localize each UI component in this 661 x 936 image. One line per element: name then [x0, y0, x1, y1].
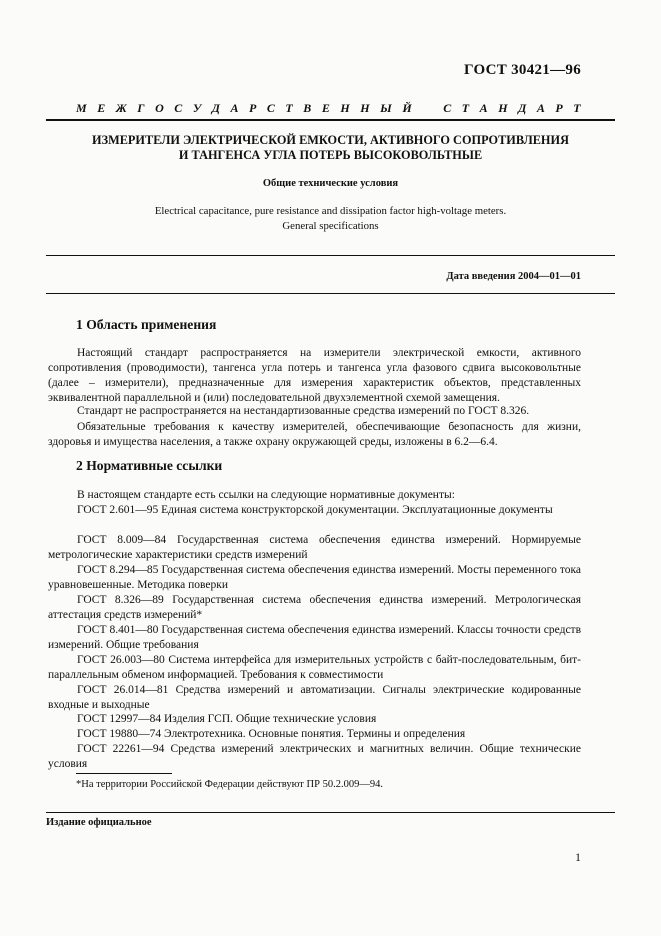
title-divider [46, 255, 615, 256]
banner-letter: Н [498, 101, 508, 115]
banner-letter: Ж [115, 101, 127, 115]
banner-letter: Д [518, 101, 527, 115]
banner-letter: О [155, 101, 164, 115]
footnote: *На территории Российской Федерации действуют ПР 50.2.009—94. [76, 779, 383, 790]
reference-item: ГОСТ 8.401—80 Государственная система обеспечения единства измерений. Классы точности средств измерений. Общие требования [48, 624, 581, 651]
document-title-line-1: ИЗМЕРИТЕЛИ ЭЛЕКТРИЧЕСКОЙ ЕМКОСТИ, АКТИВНОГО СОПРОТИВЛЕНИЯ [92, 133, 569, 147]
banner-letter: А [479, 101, 488, 115]
banner-letter: А [230, 101, 239, 115]
banner-letter: С [443, 101, 452, 115]
banner-letter: М [76, 101, 87, 115]
banner-letter: Т [573, 101, 581, 115]
reference-item: ГОСТ 8.326—89 Государственная система обеспечения единства измерений. Метрологическая аттестация средств измерений* [48, 594, 581, 621]
reference-item: ГОСТ 8.294—85 Государственная система обеспечения единства измерений. Мосты переменного тока уравновешенные. Методика поверки [48, 564, 581, 591]
header-divider [46, 119, 615, 121]
reference-item: ГОСТ 19880—74 Электротехника. Основные понятия. Термины и определения [77, 728, 466, 740]
banner-letter: Т [461, 101, 470, 115]
edition-label: Издание официальное [46, 817, 152, 828]
banner-letter: Д [211, 101, 220, 115]
banner-letter: Г [137, 101, 145, 115]
section-1-paragraph: Настоящий стандарт распространяется на измерители электрической емкости, активного сопротивления (проводимости), тангенса угла потерь и тангенса угла фазового сдвига высоковольтные (далее – измерители), предназначенные для измерения характеристик объектов, представленных эквивалентной параллельной и (или) последовательной двухэлементной схемой замещения. [48, 347, 581, 404]
banner-letter: С [174, 101, 183, 115]
section-2-intro: В настоящем стандарте есть ссылки на следующие нормативные документы: [77, 489, 455, 501]
banner-letter: Т [285, 101, 293, 115]
section-1-heading: 1 Область применения [76, 317, 217, 332]
banner-letter: Р [249, 101, 257, 115]
banner-letter: Е [321, 101, 330, 115]
banner-letter: В [303, 101, 312, 115]
section-1-paragraph: Обязательные требования к качеству измерителей, обеспечивающие безопасность для жизни, здоровья и имущества населения, а также охрану окружающей среды, изложены в 6.2—6.4. [48, 421, 581, 448]
banner-letter: У [192, 101, 202, 115]
reference-item: ГОСТ 12997—84 Изделия ГСП. Общие технические условия [77, 713, 377, 725]
section-1-paragraph: Стандарт не распространяется на нестандартизованные средства измерений по ГОСТ 8.326. [77, 405, 530, 417]
banner-letter: С [266, 101, 275, 115]
english-title-line-2: General specifications [282, 220, 379, 232]
reference-item: ГОСТ 22261—94 Средства измерений электрических и магнитных величин. Общие технические условия [48, 743, 581, 770]
banner-letter: Р [555, 101, 563, 115]
document-subtitle: Общие технические условия [262, 178, 399, 189]
date-divider [46, 293, 615, 294]
reference-item: ГОСТ 26.014—81 Средства измерений и автоматизации. Сигналы электрические кодированные входные и выходные [48, 684, 581, 711]
reference-item: ГОСТ 2.601—95 Единая система конструкторской документации. Эксплуатационные документы [77, 504, 553, 516]
banner-letter: А [536, 101, 545, 115]
footer-divider [46, 812, 615, 813]
banner-letter: Н [360, 101, 370, 115]
section-2-heading: 2 Нормативные ссылки [76, 458, 223, 473]
banner-letter: Ы [380, 101, 392, 115]
reference-item: ГОСТ 26.003—80 Система интерфейса для измерительных устройств с байт-последовательным, бит-параллельным обменом информацией. Требования к совместимости [48, 654, 581, 681]
page-number: 1 [575, 850, 581, 864]
interstate-standard-banner [76, 101, 581, 116]
document-code: ГОСТ 30421—96 [463, 62, 581, 78]
banner-letter: Й [402, 101, 412, 115]
banner-letter: Н [340, 101, 350, 115]
introduction-date: Дата введения 2004—01—01 [446, 271, 581, 282]
footnote-divider [76, 773, 172, 774]
banner-letter: Е [97, 101, 106, 115]
english-title-line-1: Electrical capacitance, pure resistance and dissipation factor high-voltage meters. [154, 205, 507, 217]
reference-item: ГОСТ 8.009—84 Государственная система обеспечения единства измерений. Нормируемые метрологические характеристики средств измерений [48, 534, 581, 561]
document-title-line-2: И ТАНГЕНСА УГЛА ПОТЕРЬ ВЫСОКОВОЛЬТНЫЕ [178, 148, 483, 162]
